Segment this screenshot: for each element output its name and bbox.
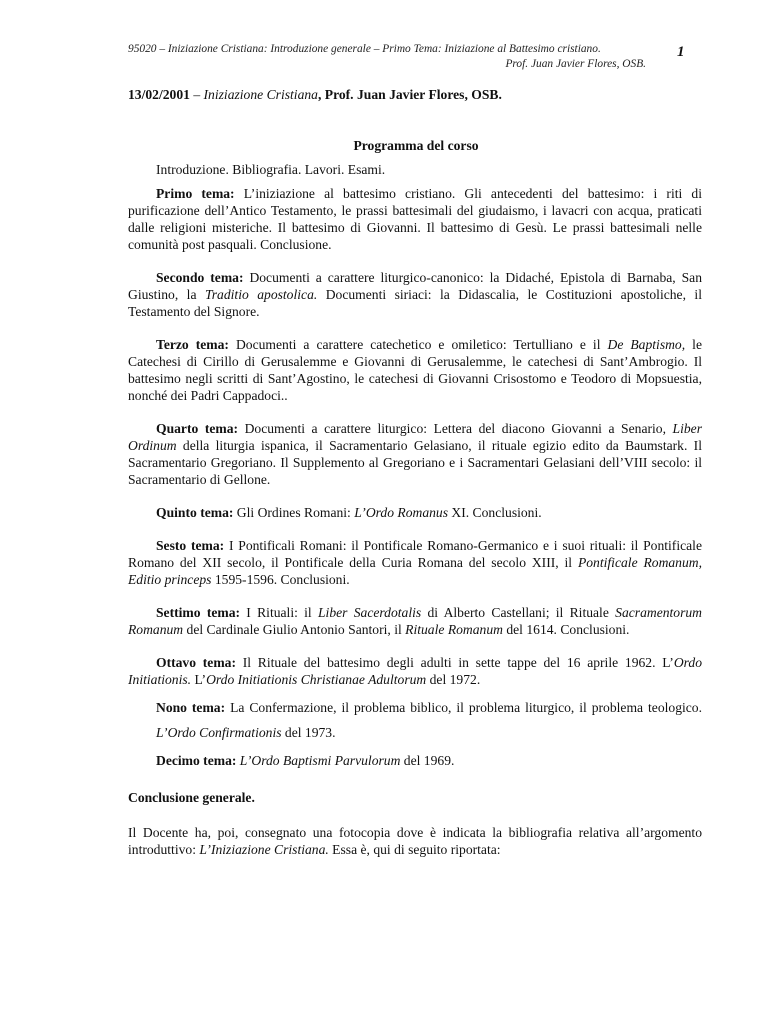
tema-9-italic-1: L’Ordo Confirmationis [156, 725, 282, 740]
tema-7-text-d: del 1614. Conclusioni. [502, 622, 630, 637]
tema-5-italic-1: L’Ordo Romanus [354, 505, 449, 520]
lecture-date: 13/02/2001 [128, 87, 190, 102]
tema-2-text-b: Documenti siriaci: la Didascalia, le Costituzioni apostoliche, il Testamento del Signore. [128, 287, 702, 319]
course-name: Iniziazione Cristiana [203, 87, 318, 102]
conclusion-italic-1: L’Iniziazione Cristiana. [199, 842, 329, 857]
tema-8-text-b: L’ [191, 672, 207, 687]
tema-6 [128, 537, 702, 588]
tema-3-label: Terzo tema: [156, 337, 229, 352]
conclusion-paragraph [128, 824, 702, 858]
document-body [128, 86, 702, 858]
conclusion-heading-text: Conclusione generale. [128, 790, 255, 805]
professor-name: , Prof. Juan Javier Flores, OSB. [317, 87, 502, 102]
tema-8 [128, 654, 702, 688]
conclusion-text-b: Essa è, qui di seguito riportata: [328, 842, 501, 857]
program-heading: Programma del corso [353, 138, 479, 153]
tema-9-text-b: del 1973. [281, 725, 336, 740]
lecture-title [128, 86, 702, 103]
tema-9 [128, 695, 702, 745]
tema-7 [128, 604, 702, 638]
tema-1-text: L’iniziazione al battesimo cristiano. Gli antecedenti del battesimo: i riti di purificazione dell’Antico Testamento, le prassi battesimali del giudaismo, i lavacri con acqua, praticati dalle religioni misteriche. Il battesimo di Giovanni. Il battesimo di Gesù. Le prassi battesimali nelle comunità post pasquali. Conclusione. [128, 186, 702, 252]
page-number: 1 [677, 44, 685, 60]
tema-7-text-c: del Cardinale Giulio Antonio Santori, il [183, 622, 406, 637]
tema-6-text-a: I Pontificali Romani: il Pontificale Romano-Germanico e i suoi rituali: il Pontificale Romano del XII secolo, il Pontificale della Curia Romana del secolo XIII, il [128, 538, 702, 570]
tema-7-italic-2: Sacramentorum Romanum [128, 605, 702, 637]
tema-3-italic-1: De Baptismo, [607, 337, 686, 352]
program-intro: Introduzione. Bibliografia. Lavori. Esami. [156, 162, 386, 177]
tema-2-italic-1: Traditio apostolica. [204, 287, 318, 302]
tema-6-italic-1: Pontificale Romanum, Editio princeps [128, 555, 702, 587]
tema-10 [128, 752, 702, 769]
tema-3-text-a: Documenti a carattere catechetico e omiletico: Tertulliano e il [228, 337, 608, 352]
tema-9-text-a: La Confermazione, il problema biblico, il problema liturgico, il problema teologico. [225, 700, 702, 715]
tema-10-label: Decimo tema: [156, 753, 237, 768]
tema-6-text-b: 1595-1596. Conclusioni. [211, 572, 350, 587]
running-header-professor: Prof. Juan Javier Flores, OSB. [505, 58, 646, 70]
tema-9-label: Nono tema: [156, 700, 226, 715]
tema-10-italic-1: L’Ordo Baptismi Parvulorum [239, 753, 401, 768]
tema-2-label: Secondo tema: [156, 270, 244, 285]
tema-1 [128, 185, 702, 253]
conclusion-heading [128, 789, 702, 806]
tema-4-text-b: della liturgia ispanica, il Sacramentario Gelasiano, il rituale egizio edito da Baumstark. Il Sacramentario Gregoriano. Il Supplemento al Gregoriano e i Sacramentari Gelasiani dell’VIII secolo: il Sacramentario di Gellone. [128, 438, 702, 487]
tema-8-text-c: del 1972. [426, 672, 481, 687]
tema-5-text-b: XI. Conclusioni. [448, 505, 542, 520]
tema-1-label: Primo tema: [156, 186, 235, 201]
tema-4 [128, 420, 702, 488]
tema-8-text-a: Il Rituale del battesimo degli adulti in sette tappe del 16 aprile 1962. L’ [235, 655, 674, 670]
tema-7-italic-3: Rituale Romanum [405, 622, 503, 637]
running-header-course: 95020 – Iniziazione Cristiana: Introduzione generale – Primo Tema: Iniziazione al Battesimo cristiano. [128, 43, 601, 55]
tema-5-text-a: Gli Ordines Romani: [233, 505, 355, 520]
conclusion-text-a: Il Docente ha, poi, consegnato una fotocopia dove è indicata la bibliografia relativa all’argomento introduttivo: [128, 825, 702, 857]
tema-4-text-a: Documenti a carattere liturgico: Lettera del diacono Giovanni a Senario, [238, 421, 673, 436]
tema-6-label: Sesto tema: [156, 538, 225, 553]
tema-8-italic-2: Ordo Initiationis Christianae Adultorum [206, 672, 427, 687]
running-header [128, 42, 668, 72]
tema-5-label: Quinto tema: [156, 505, 234, 520]
tema-7-text-b: di Alberto Castellani; il Rituale [421, 605, 616, 620]
tema-4-italic-1: Liber Ordinum [128, 421, 702, 453]
tema-3 [128, 336, 702, 404]
tema-3-text-b: le Catechesi di Cirillo di Gerusalemme e Giovanni di Gerusalemme, le catechesi di Sant’Ambrogio. Il battesimo negli scritti di Sant’Agostino, le catechesi di Giovanni Crisostomo e Teodoro di Mopsuestia, nonché dei Padri Cappadoci.. [128, 337, 702, 403]
tema-7-label: Settimo tema: [156, 605, 241, 620]
tema-10-text-b: del 1969. [400, 753, 455, 768]
tema-7-italic-1: Liber Sacerdotalis [318, 605, 422, 620]
tema-2 [128, 269, 702, 320]
tema-5 [128, 504, 702, 521]
title-dash: – [189, 87, 204, 102]
tema-2-text-a: Documenti a carattere liturgico-canonico: la Didaché, Epistola di Barnaba, San Giustino, la [128, 270, 703, 302]
tema-7-text-a: I Rituali: il [240, 605, 318, 620]
tema-8-label: Ottavo tema: [156, 655, 236, 670]
tema-8-italic-1: Ordo Initiationis. [128, 655, 703, 687]
tema-4-label: Quarto tema: [156, 421, 239, 436]
